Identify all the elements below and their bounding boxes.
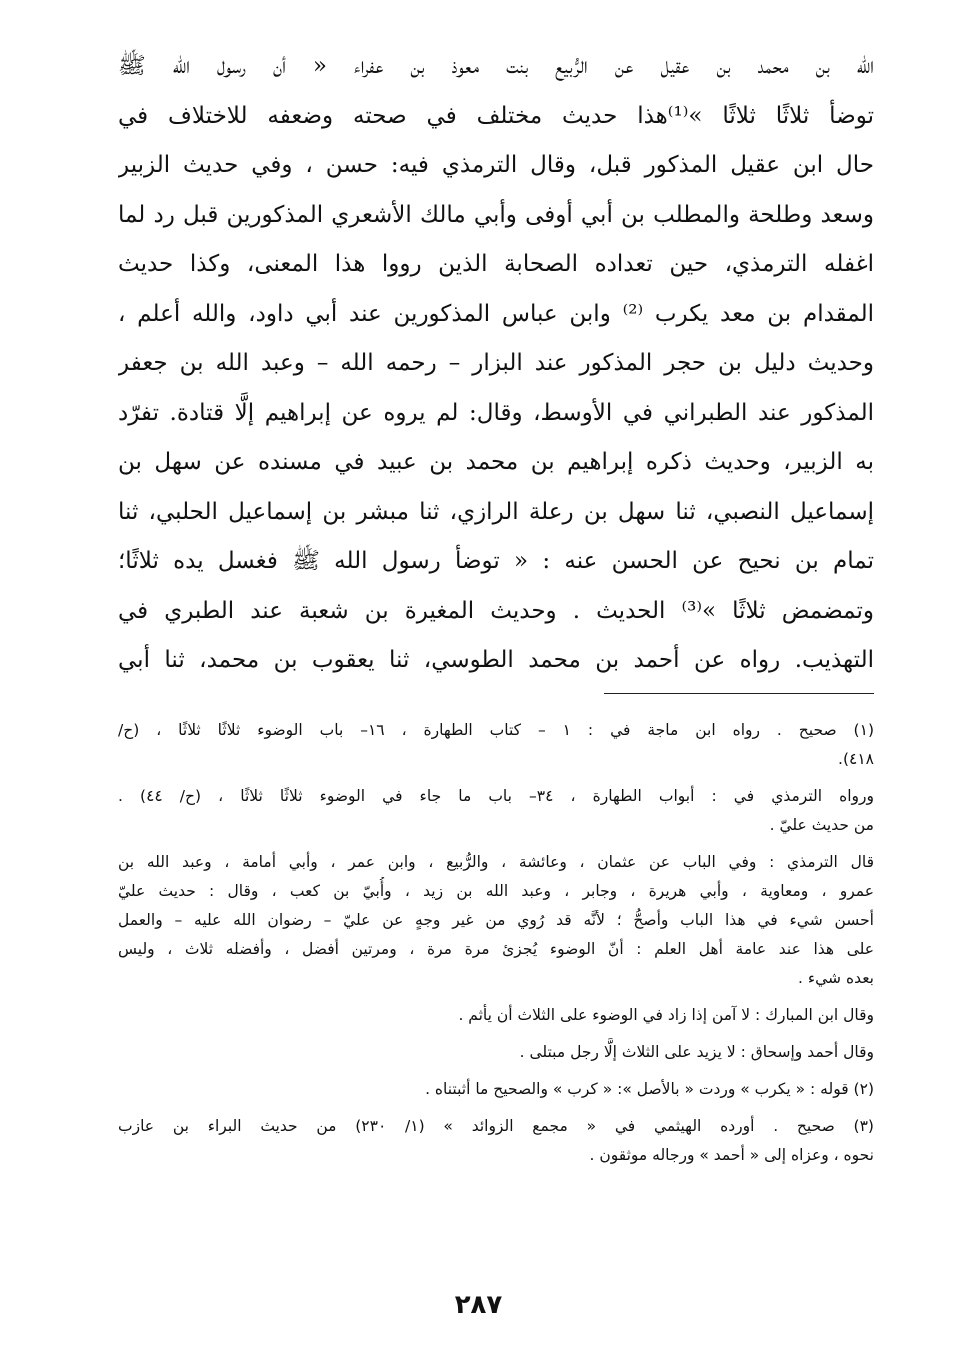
main-text-line: المذكور عند الطبراني في الأوسط، وقال: لم يروه عن إبراهيم إلَّا قتادة. تفرّد — [118, 399, 874, 426]
footnote-1 — [118, 716, 874, 840]
main-text-line: وسعد وطلحة والمطلب بن أبي أوفى وأبي مالك الأشعري المذكورين قبل رد لما — [118, 201, 874, 228]
footnote-separator — [604, 693, 874, 694]
main-text-line: اغفله الترمذي، حين تعداده الصحابة الذين رووا هذا المعنى، وكذا حديث — [118, 251, 874, 277]
footnote-line: من حديث عليّ . — [769, 816, 874, 834]
page-number: ٢٨٧ — [454, 1290, 503, 1320]
ahmad-ishaq-quote: وقال أحمد وإسحاق : لا يزيد على الثلاث إلَّا رجل مبتلى . — [519, 1043, 874, 1061]
main-text-line: إسماعيل النصبي، ثنا سهل بن رعلة الرازي، ثنا مبشر بن إسماعيل الحلبي، ثنا — [118, 498, 874, 525]
main-text-line: التهذيب. رواه عن أحمد بن محمد الطوسي، ثنا يعقوب بن محمد، ثنا أبي — [118, 647, 874, 673]
footnote-line: (١) صحيح . رواه ابن ماجة في : ١ – كتاب الطهارة ، ١٦– باب الوضوء ثلاثًا ثلاثًا ، (ح/ — [118, 721, 874, 739]
footnote-3 — [118, 1112, 874, 1170]
main-text-line: تمام بن نحيح عن الحسن عنه : « توضأ رسول الله ﷺ فغسل يده ثلاثًا؛ — [118, 548, 874, 574]
footnote-line: (٣) صحيح . أورده الهيثمي في « مجمع الزوائد » (١/ ٢٣٠) من حديث البراء بن عازب — [118, 1117, 874, 1135]
tirmidhi-quote — [118, 848, 874, 993]
main-text-line: حال ابن عقيل المذكور قبل، وقال الترمذي فيه: حسن ، وفي حديث الزبير — [118, 152, 874, 178]
main-text-line: الله بن محمد بن عقيل عن الرُّبيع بنت معوذ بن عفراء « أن رسول الله ﷺ — [118, 53, 874, 79]
footnote-line: قال الترمذي : وفي الباب عن عثمان ، وعائشة ، والرُّبيع ، وابن عمر ، وأبي أمامة ، وعبد الله بن — [118, 853, 874, 871]
footnote-line: ٤١٨). — [838, 750, 874, 768]
main-text-line: توضأ ثلاثًا ثلاثًا »⁽¹⁾هذا حديث مختلف في صحته وضعفه للاختلاف في — [118, 102, 874, 129]
main-text-line: المقدام بن معد يكرب ⁽²⁾ وابن عباس المذكورين عند أبي داود، والله أعلم ، — [118, 300, 874, 327]
main-text-line: وتمضمض ثلاثًا »⁽³⁾ الحديث . وحديث المغيرة بن شعبة عند الطبري في — [118, 597, 874, 624]
main-text-block — [118, 42, 874, 686]
footnote-line: نحوه ، وعزاه إلى « أحمد » ورجاله موثقون . — [589, 1146, 874, 1164]
footnote-line: بعده شيء . — [797, 969, 874, 987]
footnote-line: على هذا عند عامة أهل العلم : أنّ الوضوء يُجزئ مرة مرة ، ومرتين أفضل ، وأفضله ثلاث ، وليس — [118, 940, 874, 958]
footnote-line: ورواه الترمذي في : أبواب الطهارة ، ٣٤– باب ما جاء في الوضوء ثلاثًا ثلاثًا ، (ح/ ٤٤) . — [118, 787, 874, 805]
footnote-line: عمرو ، ومعاوية ، وأبي هريرة ، وجابر ، وعبد الله بن زيد ، وأُبيّ بن كعب ، وقال : حديث عليّ — [118, 882, 874, 900]
main-text-line: وحديث دليل بن حجر المذكور عند البزار – رحمه الله – وعبد الله بن جعفر — [118, 350, 874, 376]
ibn-mubarak-quote: وقال ابن المبارك : لا آمن إذا زاد في الوضوء على الثلاث أن يأثم . — [458, 1006, 874, 1024]
footnote-line: أحسن شيء في هذا الباب وأصحُّ ؛ لأنَّه قد رُوي من غير وجهٍ عن عليّ – رضوان الله عليه – والعمل — [118, 911, 874, 929]
footnotes-block — [118, 716, 874, 1170]
main-text-line: به الزبير، وحديث ذكره إبراهيم بن محمد بن عبيد في مسنده عن سهل بن — [118, 449, 874, 475]
footnote-2: (٢) قوله : « يكرب » وردت « بالأصل »: « كرب » والصحيح ما أثبتناه . — [425, 1080, 874, 1098]
